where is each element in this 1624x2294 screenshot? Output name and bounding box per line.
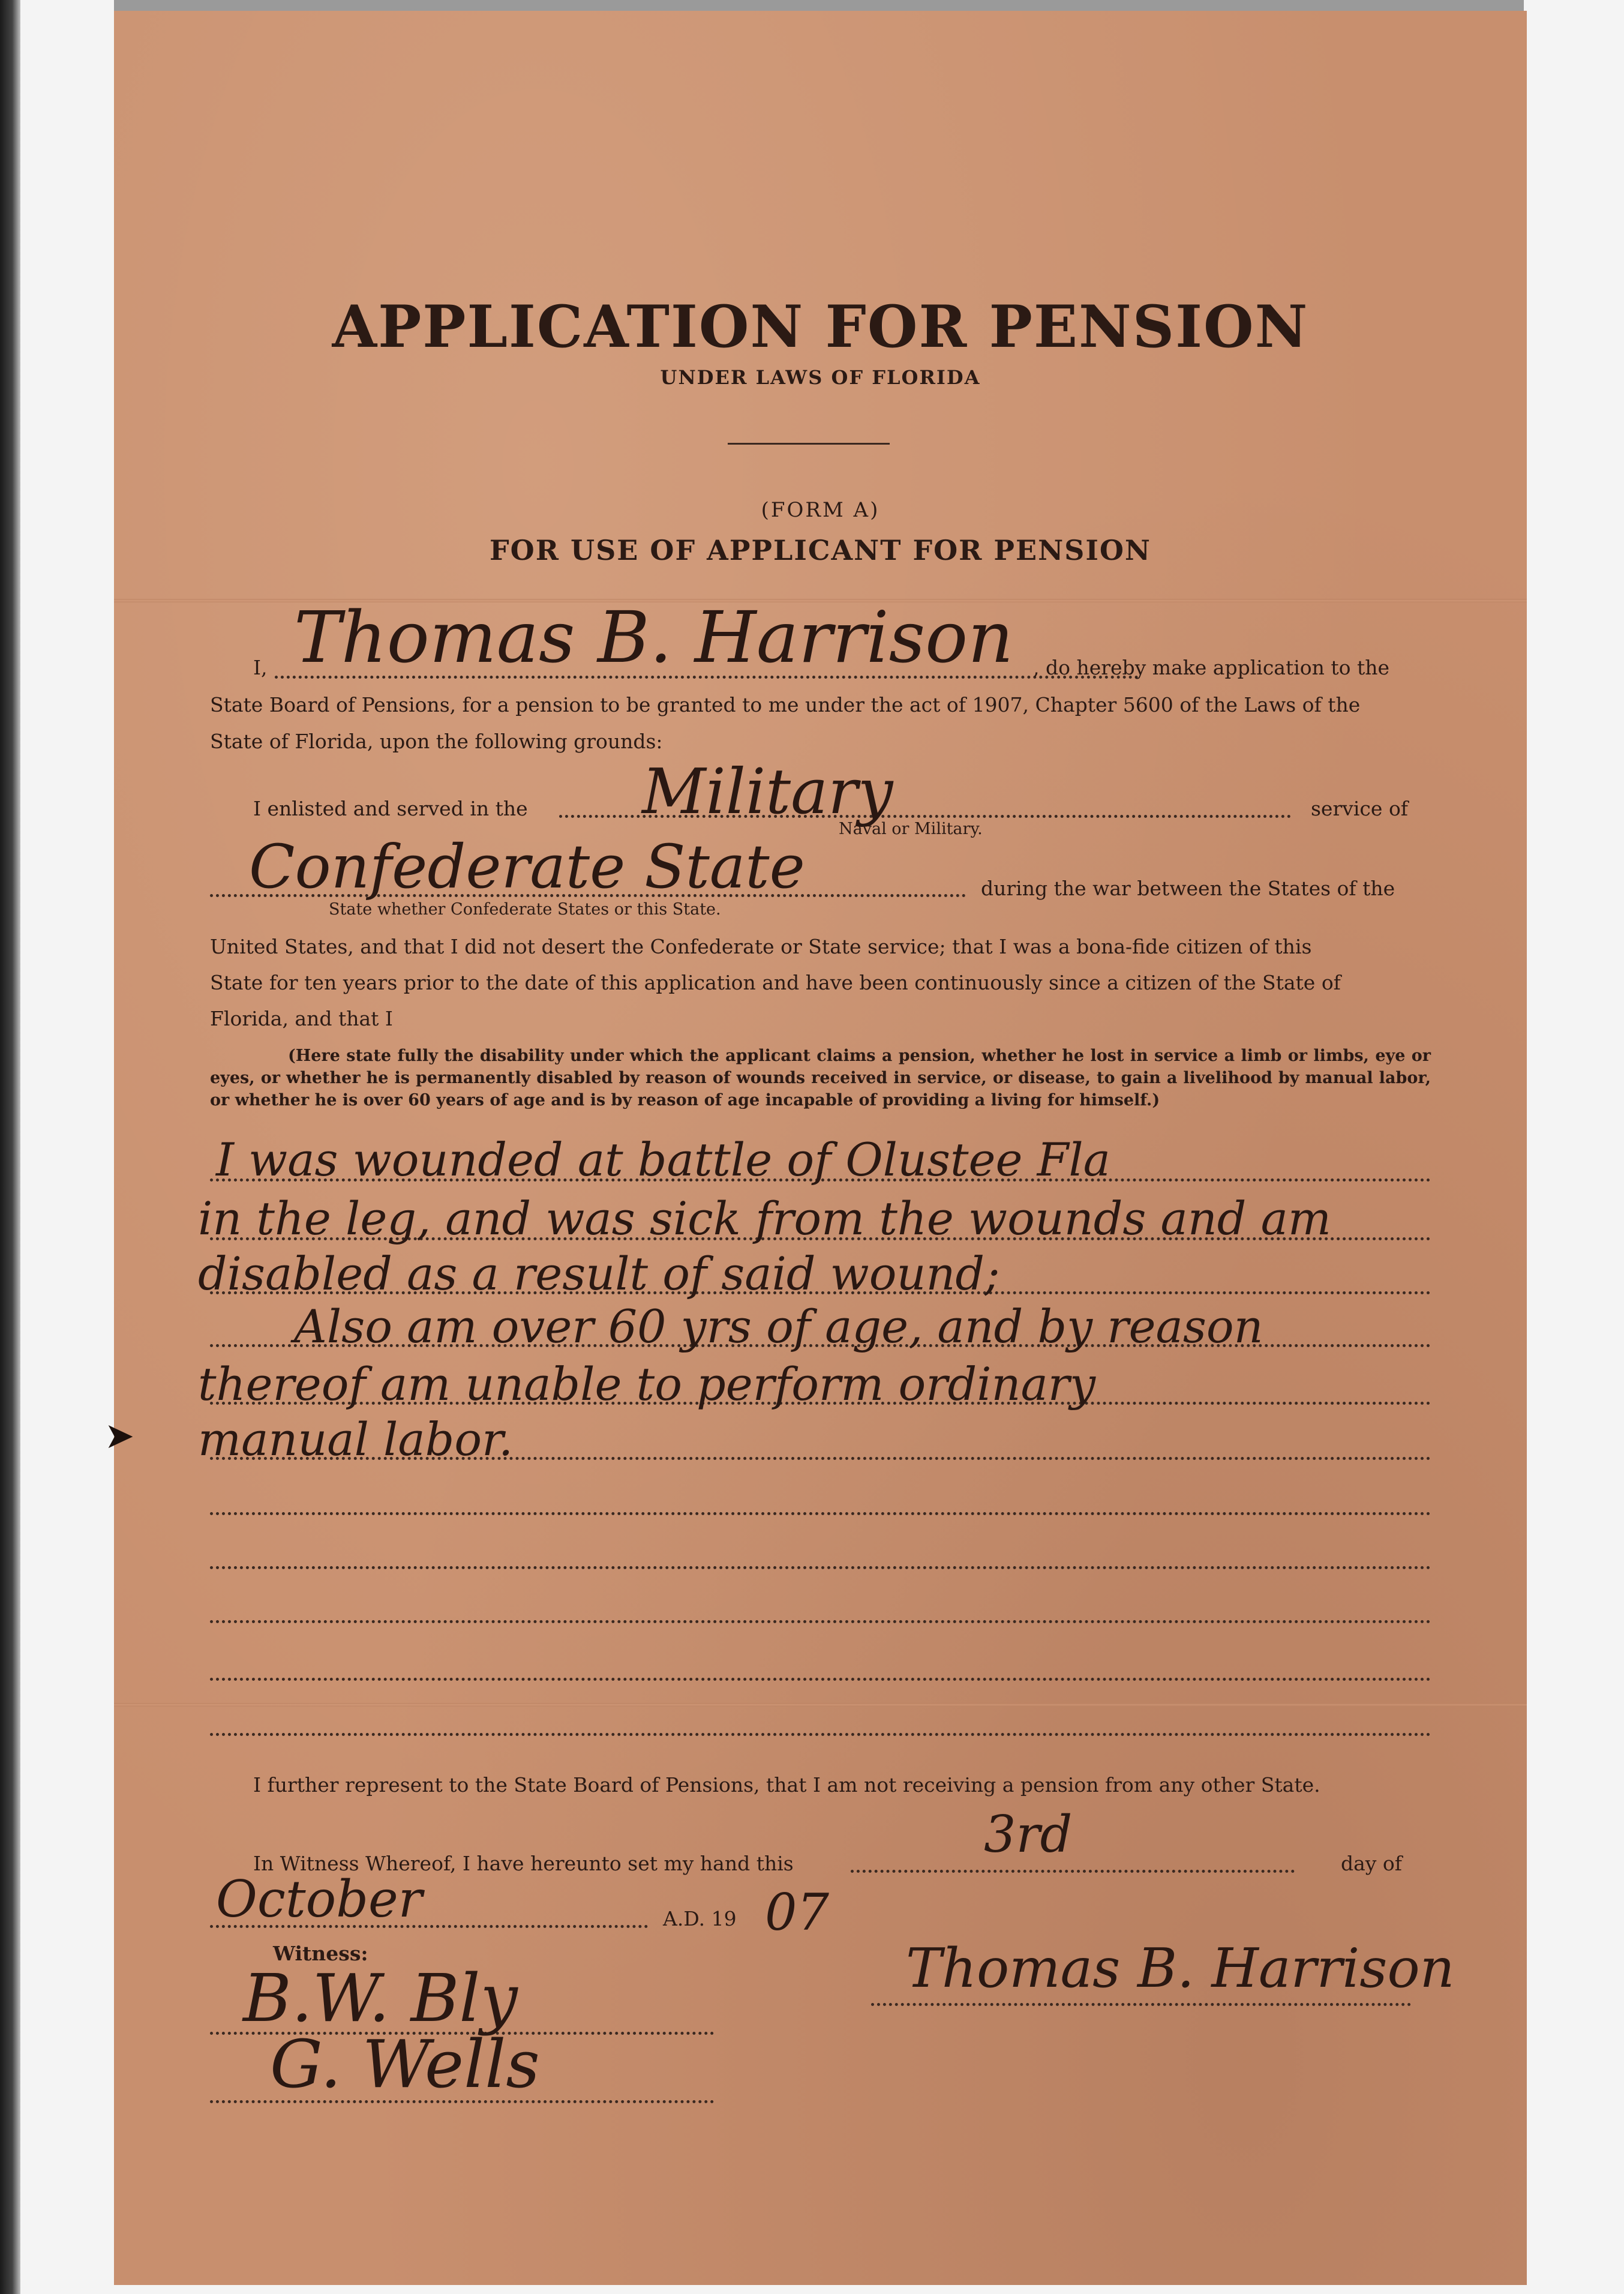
witness-whereof: In Witness Whereof, I have hereunto set my hand this — [253, 1852, 794, 1875]
margin-mark: ➤ — [104, 1415, 135, 1457]
para-line-2: State for ten years prior to the date of this application and have been continuously since a citizen of the State of — [210, 971, 1341, 994]
intro-rest: , do hereby make application to the — [1033, 656, 1390, 679]
disability-text-line: I was wounded at battle of Olustee Fla — [216, 1133, 1110, 1186]
disability-line — [210, 1566, 1431, 1569]
naval-caption: Naval or Military. — [839, 820, 983, 838]
form-label: (FORM A) — [761, 498, 880, 522]
use-label: FOR USE OF APPLICANT FOR PENSION — [490, 534, 1151, 566]
day-handwritten: 3rd — [984, 1805, 1073, 1864]
disability-line — [210, 1733, 1431, 1736]
witness-label: Witness: — [273, 1942, 368, 1965]
document-title: APPLICATION FOR PENSION — [332, 293, 1309, 361]
further-statement: I further represent to the State Board of Pensions, that I am not receiving a pension from any other State. — [253, 1773, 1320, 1797]
service-state-handwritten: Confederate State — [249, 832, 805, 902]
pension-application-document — [104, 11, 1527, 2285]
paper-fold — [114, 1703, 1527, 1707]
witness-signature-2: G. Wells — [270, 2026, 540, 2103]
month-handwritten: October — [216, 1870, 422, 1929]
witness-signature-1: B.W. Bly — [243, 1960, 518, 2037]
title-divider — [728, 443, 890, 445]
document-subtitle: UNDER LAWS OF FLORIDA — [660, 366, 981, 389]
scanner-edge-shadow — [0, 0, 20, 2294]
applicant-name-handwritten: Thomas B. Harrison — [294, 596, 1014, 679]
disability-text-line: Also am over 60 yrs of age, and by reason — [294, 1300, 1263, 1353]
intro-I: I, — [253, 656, 268, 679]
enlisted-label: I enlisted and served in the — [253, 797, 528, 820]
intro-line-2: State Board of Pensions, for a pension to be granted to me under the act of 1907, Chapter 5600 of the Laws of the — [210, 693, 1361, 716]
year-handwritten: 07 — [765, 1883, 829, 1942]
applicant-signature: Thomas B. Harrison — [906, 1937, 1455, 2000]
disability-line — [210, 1512, 1431, 1515]
disability-text-line: disabled as a result of said wound; — [198, 1247, 1000, 1300]
state-caption: State whether Confederate States or this State. — [329, 900, 721, 919]
day-of-label: day of — [1341, 1852, 1403, 1875]
disability-line — [210, 1678, 1431, 1681]
ad-19-label: A.D. 19 — [663, 1907, 737, 1930]
service-branch-handwritten: Military — [642, 755, 893, 828]
signature-line — [871, 2003, 1411, 2006]
disability-instruction: (Here state fully the disability under which the applicant claims a pension, whether he lost in service a limb or limbs, eye or eyes, or whether he is permanently disabled by reason of wounds received in service, or disease, to gain a livelihood by manual labor, or whether he is over 60 years of age and is by reason of age incapable of providing a living for himself.) — [210, 1046, 1431, 1109]
para-line-1: United States, and that I did not desert the Confederate or State service; that I was a bona-fide citizen of this — [210, 935, 1312, 958]
day-field-line — [851, 1870, 1295, 1873]
disability-text-line: thereof am unable to perform ordinary — [198, 1357, 1096, 1411]
disability-line — [210, 1620, 1431, 1623]
intro-line-3: State of Florida, upon the following grounds: — [210, 730, 663, 753]
disability-text-line: manual labor. — [198, 1413, 514, 1466]
disability-text-line: in the leg, and was sick from the wounds and am — [198, 1192, 1331, 1245]
during-label: during the war between the States of the — [981, 877, 1395, 900]
service-of-label: service of — [1311, 797, 1409, 820]
para-line-3: Florida, and that I — [210, 1007, 393, 1030]
